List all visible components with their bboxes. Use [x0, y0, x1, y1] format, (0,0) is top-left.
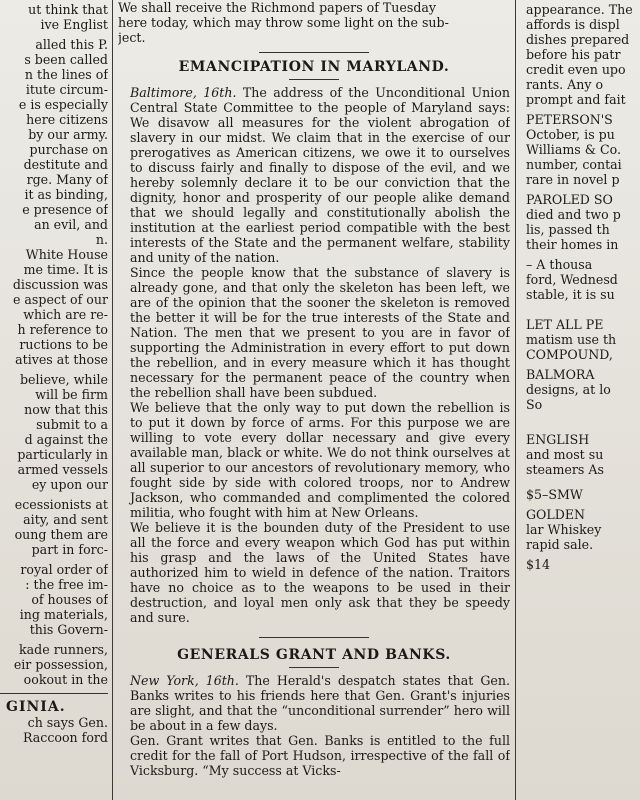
text-line: – A thousa	[526, 257, 593, 272]
text-line: by our army.	[28, 127, 108, 142]
dateline: New York, 16th.	[130, 673, 239, 688]
paragraph-text: The address of the Unconditional Union Central State Committee to the people of Maryland says: We disavow all measures for the violent abrogation of slavery in our midst. We claim that in the exercise of our prerogatives as American citizens, we owe it to ourselves to discuss fairly and finally to dispose of the evil, and we hereby solemnly declare it to be our conviction that the dignity, honor and prosperity of our people alike demand that we should legally and constitutionally abolish the institution at the earliest period compatible with the best interests of the State and the permanent welfare, stability and unity of the nation.	[130, 85, 510, 265]
text-line: We shall receive the Richmond papers of Tuesday	[118, 0, 437, 15]
text-line: ut think that	[28, 2, 108, 17]
text-line: ookout in the	[23, 672, 108, 687]
article-paragraph	[118, 673, 510, 733]
article-divider	[259, 637, 369, 638]
text-line: will be firm	[35, 387, 108, 402]
section-head: GINIA.	[6, 699, 66, 715]
article-paragraph	[118, 85, 510, 265]
text-line: credit even upo	[526, 62, 626, 77]
text-line: rge. Many of	[26, 172, 108, 187]
text-line: lar Whiskey	[526, 522, 602, 537]
text-line: d against the	[24, 432, 108, 447]
text-line: October, is pu	[526, 127, 615, 142]
text-line: steamers As	[526, 462, 604, 477]
text-line: died and two p	[526, 207, 621, 222]
text-line: LET ALL PE	[526, 317, 604, 332]
text-line: COMPOUND,	[526, 347, 613, 362]
article-headline: EMANCIPATION IN MARYLAND.	[178, 59, 450, 75]
text-line: discussion was	[12, 277, 108, 292]
text-line: ing materials,	[19, 607, 108, 622]
text-line: and most su	[526, 447, 604, 462]
text-line: : the free im-	[25, 577, 108, 592]
text-line: e is especially	[18, 97, 108, 112]
text-line: PETERSON'S	[526, 112, 613, 127]
paragraph-text: The Herald's despatch states that Gen. Banks writes to his friends here that Gen. Grant's injuries are slight, and that the “unconditional surrender” hero will be about in a few days.	[130, 673, 510, 733]
article-paragraph: We believe it is the bounden duty of the President to use all the force and every weapon which God has put within his grasp and the laws of the United States have authorized him to wield in defence of the nation. Traitors have no choice as to the weapons to be used in their destruction, and loyal men only ask that they be speedy and sure.	[130, 520, 510, 625]
article-headline: GENERALS GRANT AND BANKS.	[177, 647, 451, 663]
article-grant-banks	[118, 648, 510, 778]
text-line: appearance. The	[526, 2, 633, 17]
text-line: e aspect of our	[12, 292, 108, 307]
text-line: $5–SMW	[526, 487, 583, 502]
text-line: kade runners,	[19, 642, 108, 657]
text-line: h reference to	[17, 322, 108, 337]
section-divider	[0, 693, 108, 694]
text-line: e presence of	[22, 202, 108, 217]
text-line: ject.	[118, 30, 146, 45]
column-rule-right	[515, 0, 516, 800]
text-line: designs, at lo	[526, 382, 611, 397]
text-line: PAROLED SO	[526, 192, 613, 207]
text-line: particularly in	[17, 447, 108, 462]
text-line: ructions to be	[19, 337, 108, 352]
text-line: White House	[25, 247, 108, 262]
dateline: Baltimore, 16th.	[130, 85, 237, 100]
text-line: here today, which may throw some light on the sub-	[118, 15, 449, 30]
right-column	[522, 0, 640, 800]
text-line: Raccoon ford	[23, 730, 108, 745]
article-paragraph: Since the people know that the substance of slavery is already gone, and that only the skeleton has been left, we are of the opinion that the sooner the skeleton is removed the better it will be for the true interests of the State and Nation. The men that we present to you are in favor of supporting the Administration in every effort to put down the rebellion, and in every measure which it has thought necessary for the permanent peace of the country when the rebellion shall have been subdued.	[130, 265, 510, 400]
text-line: Williams & Co.	[526, 142, 621, 157]
text-line: stable, it is su	[526, 287, 615, 302]
text-line: it as binding,	[24, 187, 108, 202]
text-line: armed vessels	[17, 462, 108, 477]
text-line: part in forc-	[31, 542, 108, 557]
article-paragraph: Gen. Grant writes that Gen. Banks is entitled to the full credit for the fall of Port Hudson, irrespective of the fall of Vicksburg. “My success at Vicks-	[130, 733, 510, 778]
text-line: purchase on	[29, 142, 108, 157]
left-column-text	[0, 2, 108, 687]
column-rule-left	[112, 0, 113, 800]
text-line: s been called	[24, 52, 108, 67]
text-line: BALMORA	[526, 367, 595, 382]
text-line: lis, passed th	[526, 222, 610, 237]
text-line: oung them are	[14, 527, 108, 542]
text-line: this Govern-	[29, 622, 108, 637]
text-line: their homes in	[526, 237, 619, 252]
text-line: ey upon our	[31, 477, 108, 492]
text-line: ive Englist	[40, 17, 108, 32]
text-line: So	[526, 397, 543, 412]
article-emancipation	[118, 60, 510, 625]
text-line: n.	[95, 232, 108, 247]
left-column	[0, 0, 108, 800]
headline-rule	[289, 667, 339, 668]
text-line: rants. Any o	[526, 77, 604, 92]
text-line: alled this P.	[35, 37, 108, 52]
text-line: $14	[526, 557, 551, 572]
headline-rule	[289, 79, 339, 80]
text-line: itute circum-	[25, 82, 108, 97]
text-line: me time. It is	[23, 262, 108, 277]
lead-in-text	[118, 0, 510, 45]
text-line: atives at those	[15, 352, 108, 367]
text-line: aity, and sent	[23, 512, 108, 527]
text-line: rapid sale.	[526, 537, 594, 552]
text-line: ecessionists at	[14, 497, 108, 512]
text-line: now that this	[24, 402, 108, 417]
text-line: of houses of	[31, 592, 108, 607]
text-line: ford, Wednesd	[526, 272, 618, 287]
text-line: eir possession,	[13, 657, 108, 672]
text-line: before his patr	[526, 47, 621, 62]
text-line: here citizens	[26, 112, 108, 127]
left-column-text-bottom	[0, 715, 108, 745]
text-line: dishes prepared	[526, 32, 630, 47]
text-line: destitute and	[23, 157, 108, 172]
article-paragraph: We believe that the only way to put down the rebellion is to put it down by force of arms. For this purpose we are willing to vote every dollar necessary and give every available man, black or white. We do not think ourselves at all superior to our ancestors of revolutionary memory, who fought side by side with colored troops, nor to Andrew Jackson, who commanded and complimented the colored militia, who fought with him at New Orleans.	[130, 400, 510, 520]
text-line: submit to a	[36, 417, 108, 432]
text-line: an evil, and	[34, 217, 108, 232]
center-column	[118, 0, 510, 800]
text-line: ENGLISH	[526, 432, 590, 447]
text-line: n the lines of	[24, 67, 108, 82]
text-line: ch says Gen.	[27, 715, 108, 730]
text-line: believe, while	[20, 372, 108, 387]
text-line: which are re-	[23, 307, 108, 322]
text-line: affords is displ	[526, 17, 620, 32]
text-line: matism use th	[526, 332, 617, 347]
right-column-text	[526, 2, 640, 572]
article-divider	[259, 52, 369, 53]
text-line: rare in novel p	[526, 172, 620, 187]
text-line: prompt and fait	[526, 92, 626, 107]
text-line: royal order of	[20, 562, 108, 577]
text-line: number, contai	[526, 157, 622, 172]
text-line: GOLDEN	[526, 507, 586, 522]
